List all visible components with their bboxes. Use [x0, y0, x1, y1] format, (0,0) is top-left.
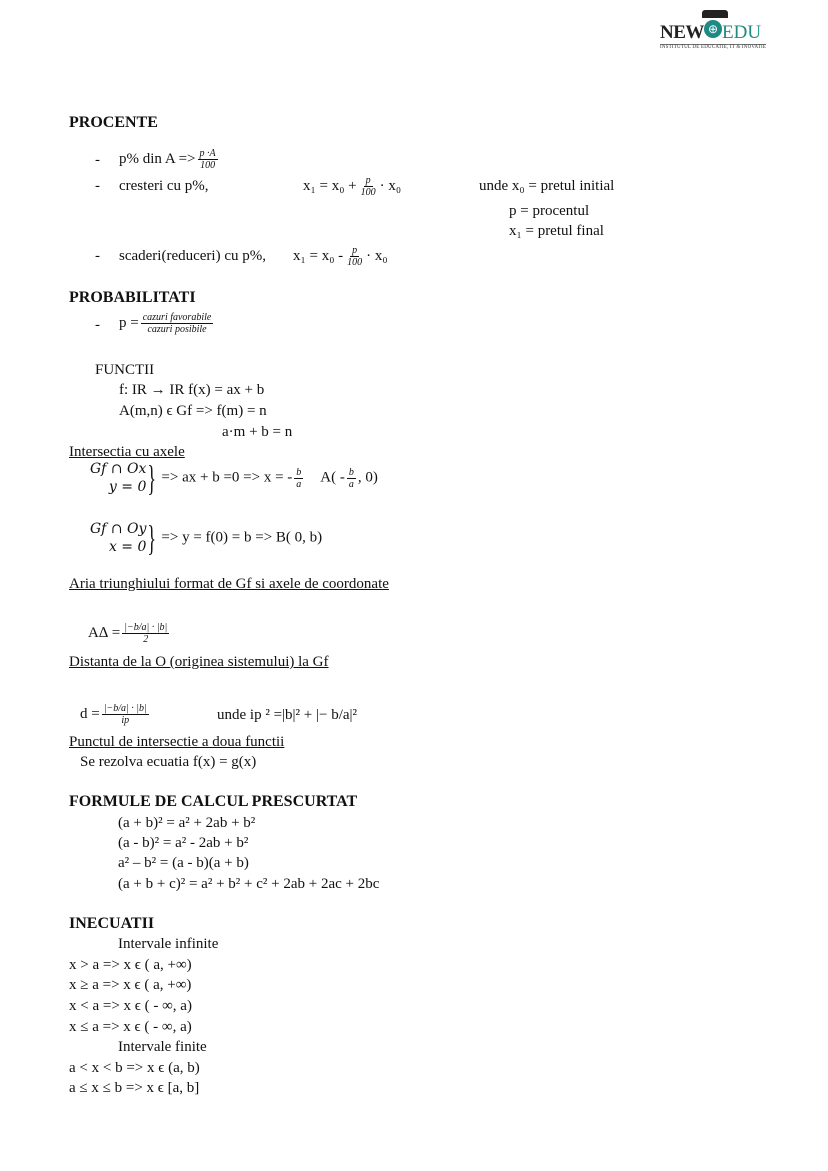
heading-functii: FUNCTII: [95, 362, 155, 378]
point-equation: a·m + b = n: [222, 424, 293, 440]
percent-of-formula: p% din A => $\frac{p \cdot A}{100}$: [119, 148, 216, 171]
bullet-dash: -: [95, 178, 100, 194]
distance-formula: d = $\frac{|-b/a| \cdot |b|}{ip}$: [80, 703, 147, 726]
function-definition: f: IR → IR f(x) = ax + b: [119, 382, 265, 398]
intersection-ox: Gf ∩ Ox y = 0 } => ax + b =0 => x = - $\frac{b}{a}$ A( - $\frac{b}{a}$ , 0): [90, 458, 378, 498]
bullet-dash: -: [95, 248, 100, 264]
formula-line: (a - b)² = a² - 2ab + b²: [118, 835, 249, 851]
subheading-infinite: Intervale infinite: [118, 936, 219, 952]
heading-intersectia: Intersectia cu axele: [69, 444, 185, 460]
globe-icon: ⊕: [704, 20, 722, 38]
formula-line: (a + b + c)² = a² + b² + c² + 2ab + 2ac + 2bc: [118, 876, 380, 892]
increase-label: cresteri cu p%,: [119, 178, 209, 194]
increase-formula: x₁ = x₀ + $\frac{p}{100}$ · x₀: [303, 175, 402, 198]
note-percent: p = procentul: [509, 203, 590, 219]
inequality-line: x < a => x ϵ ( - ∞, a): [69, 998, 192, 1014]
logo-new: NEW: [660, 22, 704, 43]
heading-punctul: Punctul de intersectie a doua functii: [69, 734, 285, 750]
logo-edu: EDU: [722, 22, 762, 43]
subheading-finite: Intervale finite: [118, 1039, 207, 1055]
new-edu-logo: [660, 8, 772, 52]
bullet-dash: -: [95, 152, 100, 168]
point-on-graph: A(m,n) ϵ Gf => f(m) = n: [119, 403, 267, 419]
decrease-label: scaderi(reduceri) cu p%,: [119, 248, 266, 264]
bullet-dash: -: [95, 317, 100, 333]
area-formula: A∆ = $\frac{|-b/a| \cdot |b|}{2}$: [88, 622, 168, 645]
inequality-line: a ≤ x ≤ b => x ϵ [a, b]: [69, 1080, 200, 1096]
solve-equation: Se rezolva ecuatia f(x) = g(x): [80, 754, 257, 770]
inequality-line: x > a => x ϵ ( a, +∞): [69, 957, 192, 973]
decrease-formula: x₁ = x₀ - $\frac{p}{100}$ · x₀: [293, 245, 388, 268]
heading-probabilitati: PROBABILITATI: [69, 289, 196, 306]
note-final-price: x₁ = pretul final: [509, 223, 604, 239]
inequality-line: x ≥ a => x ϵ ( a, +∞): [69, 977, 192, 993]
logo-tagline: INSTITUTUL DE EDUCATIE, IT & INOVATIE: [660, 45, 767, 50]
probability-formula: p = $\frac{\text{cazuri favorabile}}{\text{cazuri posibile}}$: [119, 312, 212, 335]
heading-formule: FORMULE DE CALCUL PRESCURTAT: [69, 793, 358, 810]
inequality-line: x ≤ a => x ϵ ( - ∞, a): [69, 1019, 192, 1035]
heading-distanta: Distanta de la O (originea sistemului) la Gf: [69, 654, 329, 670]
graduation-cap-icon: [702, 10, 728, 18]
heading-procente: PROCENTE: [69, 114, 158, 131]
note-initial-price: unde x₀ = pretul initial: [479, 178, 615, 194]
formula-line: (a + b)² = a² + 2ab + b²: [118, 815, 256, 831]
inequality-line: a < x < b => x ϵ (a, b): [69, 1060, 200, 1076]
formula-line: a² – b² = (a - b)(a + b): [118, 855, 249, 871]
heading-aria: Aria triunghiului format de Gf si axele de coordonate: [69, 576, 389, 592]
intersection-oy: Gf ∩ Oy x = 0 } => y = f(0) = b => B( 0, b): [90, 518, 323, 558]
hypotenuse-note: unde ip ² =|b|² + |− b/a|²: [217, 707, 358, 723]
heading-inecuatii: INECUATII: [69, 915, 155, 932]
